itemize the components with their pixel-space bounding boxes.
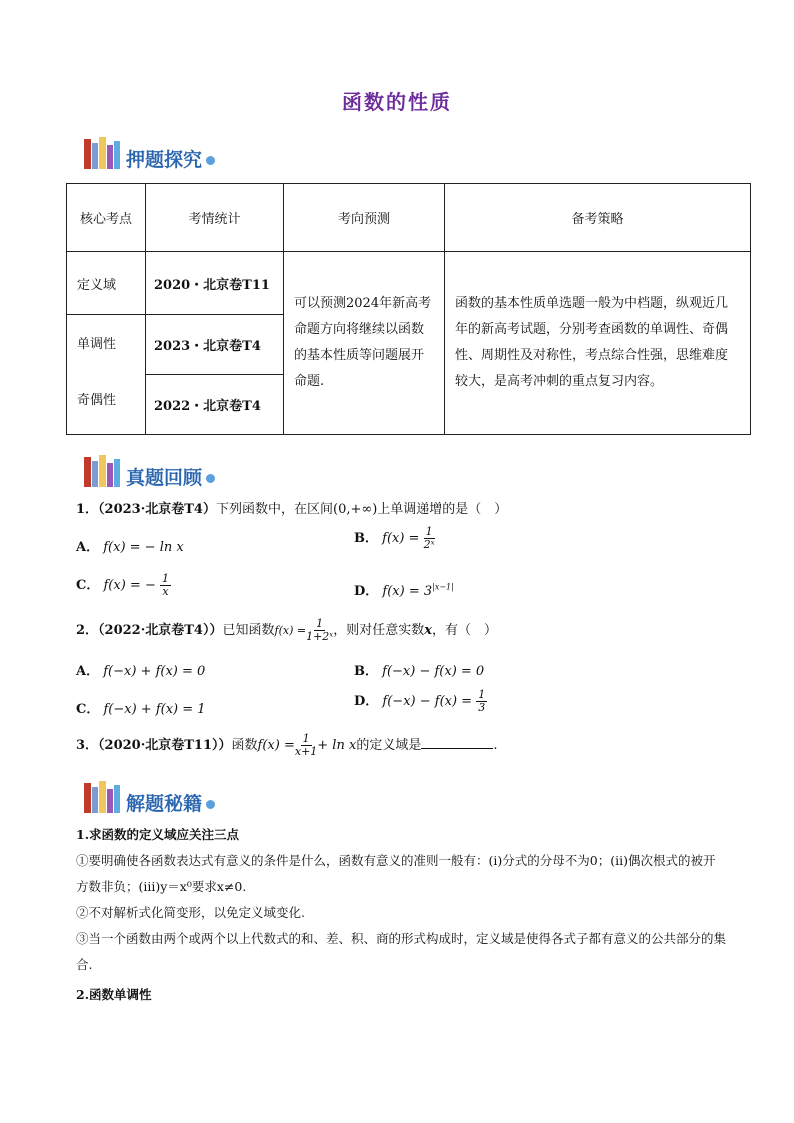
frac-den: 2ˣ	[423, 538, 435, 551]
option-label: C．	[76, 702, 100, 717]
q2-option-a[interactable]	[76, 660, 205, 679]
question-source: （2022·北京卷T4））	[98, 623, 223, 638]
frac-num: 1	[316, 617, 324, 630]
tips-heading: 1.求函数的定义域应关注三点	[76, 827, 240, 842]
question-1	[76, 498, 507, 517]
point-label: 奇偶性	[77, 393, 117, 408]
option-label: D．	[354, 584, 379, 599]
function-math: f(x) =	[274, 624, 307, 637]
option-math: f(−x) + f(x) = 0	[103, 664, 206, 679]
frac-den: x	[162, 585, 169, 598]
question-3	[76, 733, 497, 758]
table-cell-exam: 2022・北京卷T4	[146, 375, 284, 435]
function-math: + ln x	[317, 738, 357, 753]
option-math: f(x) = 3	[382, 584, 433, 599]
point-label: 单调性	[77, 337, 117, 352]
section-header-secrets	[82, 777, 215, 815]
table-cell-exam: 2023・北京卷T4	[146, 315, 284, 375]
question-stem: 下列函数中，在区间	[215, 502, 333, 517]
question-stem: ，则对任意实数	[333, 623, 425, 638]
option-math: f(−x) − f(x) = 0	[382, 664, 485, 679]
books-icon	[82, 779, 122, 815]
question-stem: 上单调递增的是（ ）	[377, 502, 508, 517]
table-header: 核心考点	[67, 184, 146, 252]
table-cell-strategy: 函数的基本性质单选题一般为中档题，纵观近几年的新高考试题，分别考查函数的单调性、奇偶性、周期性及对称性，考点综合性强，思维难度较大，是高考冲刺的重点复习内容。	[445, 252, 751, 435]
function-math: f(x) =	[257, 738, 295, 753]
option-math: f(−x) + f(x) = 1	[103, 702, 206, 717]
interval: (0,+∞)	[333, 502, 378, 517]
question-stem: 已知函数	[222, 623, 275, 638]
tips-heading: 2.函数单调性	[76, 987, 152, 1002]
answer-blank[interactable]	[421, 737, 493, 749]
bullet-dot	[206, 800, 215, 809]
table-cell-point: 定义域	[67, 252, 146, 315]
q1-option-d[interactable]	[354, 580, 454, 599]
q2-option-c[interactable]	[76, 698, 206, 717]
frac-num: 1	[478, 688, 486, 701]
question-end: .	[493, 738, 498, 753]
exponent: |x−1|	[432, 582, 454, 592]
section-header-explore	[82, 133, 215, 171]
table-header: 考情统计	[146, 184, 284, 252]
page-title: 函数的性质	[342, 90, 452, 114]
option-label: D．	[354, 694, 379, 709]
question-stem: 的定义域是	[356, 738, 422, 753]
q1-option-b[interactable]	[354, 526, 435, 551]
frac-den: x+1	[294, 745, 318, 758]
tips-paragraph: ③当一个函数由两个或两个以上代数式的和、差、积、商的形式构成时，定义域是使得各式子都有意义的公共部分的集合.	[76, 931, 727, 972]
option-label: A．	[76, 540, 100, 555]
question-number: 3．	[76, 738, 99, 753]
question-source: （2023·北京卷T4）	[98, 502, 216, 517]
question-2	[76, 618, 497, 643]
q2-option-d[interactable]	[354, 689, 487, 714]
variable: x	[424, 623, 432, 638]
table-cell-prediction: 可以预测2024年新高考命题方向将继续以函数的基本性质等问题展开命题.	[284, 252, 445, 435]
section-title: 解题秘籍	[126, 793, 203, 815]
tips-paragraph: ①要明确使各函数表达式有意义的条件是什么，函数有意义的准则一般有：(ⅰ)分式的分母不为0；(ⅱ)偶次根式的被开方数非负；(ⅲ)y＝x⁰要求x≠0.	[76, 853, 716, 894]
option-label: B．	[354, 531, 378, 546]
books-icon	[82, 453, 122, 489]
option-label: B．	[354, 664, 378, 679]
option-math: f(x) = − ln x	[103, 540, 184, 555]
tips-paragraph: ②不对解析式化简变形，以免定义域变化.	[76, 905, 305, 920]
option-math: f(−x) − f(x) =	[382, 694, 473, 709]
question-stem: ，有（ ）	[431, 623, 497, 638]
option-math: f(x) =	[382, 531, 420, 546]
question-source: （2020·北京卷T11））	[98, 738, 232, 753]
frac-num: 1	[302, 732, 310, 745]
q2-option-b[interactable]	[354, 660, 484, 679]
section-title: 押题探究	[126, 149, 203, 171]
table-header: 备考策略	[445, 184, 751, 252]
option-label: A．	[76, 664, 100, 679]
table-cell-exam: 2020・北京卷T11	[146, 252, 284, 315]
bullet-dot	[206, 474, 215, 483]
option-math: f(x) = −	[103, 578, 156, 593]
question-number: 2．	[76, 623, 99, 638]
frac-den: 3	[478, 701, 486, 714]
frac-num: 1	[425, 525, 433, 538]
question-stem: 函数	[231, 738, 258, 753]
exam-table	[66, 183, 751, 435]
option-label: C．	[76, 578, 100, 593]
table-cell-point	[67, 315, 146, 435]
frac-num: 1	[161, 572, 169, 585]
bullet-dot	[206, 156, 215, 165]
books-icon	[82, 135, 122, 171]
q1-option-c[interactable]	[76, 573, 171, 598]
tips-block	[76, 822, 726, 1008]
question-number: 1．	[76, 502, 99, 517]
section-header-review	[82, 451, 215, 489]
frac-den: 1+2ˣ	[306, 630, 334, 643]
section-title: 真题回顾	[126, 467, 203, 489]
table-header: 考向预测	[284, 184, 445, 252]
q1-option-a[interactable]	[76, 536, 184, 555]
